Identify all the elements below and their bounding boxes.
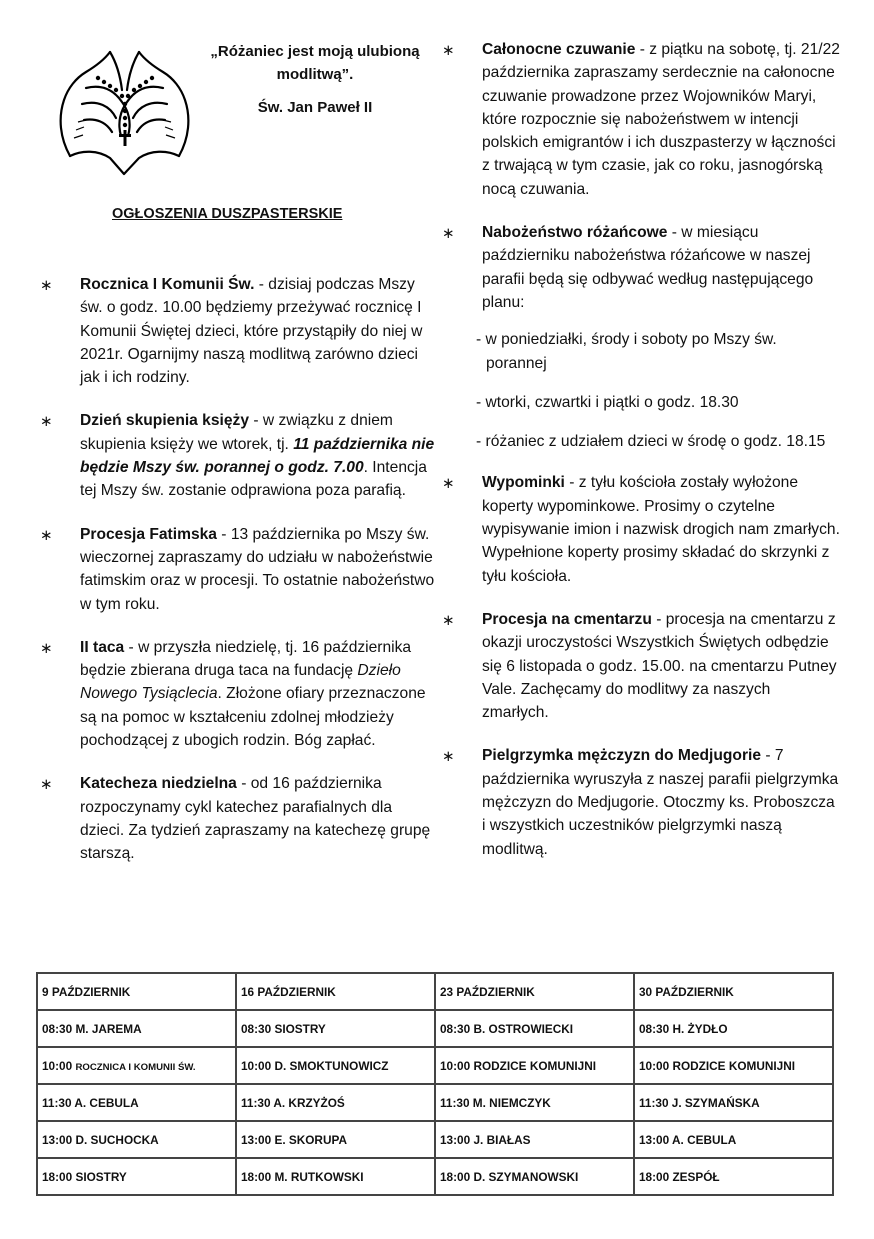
announcement-title: Całonocne czuwanie [482, 41, 636, 58]
table-header-cell: 16 PAŹDZIERNIK [236, 973, 435, 1010]
announcement-text: - dzisiaj podczas Mszy św. o godz. 10.00 będziemy przeżywać rocznicę I Komunii Świętej dzieci, które przystąpiły do niej w 2021r. Ogarnijmy naszą modlitwą zarówno dzieci jak i ich rodziny. [80, 276, 423, 387]
announcements-heading: OGŁOSZENIA DUSZPASTERSKIE [112, 206, 343, 222]
bullet-icon: ∗ [40, 413, 53, 431]
announcement-title: Nabożeństwo różańcowe [482, 224, 668, 242]
table-cell: 13:00 E. SKORUPA [236, 1121, 435, 1158]
table-cell: 11:30 J. SZYMAŃSKA [634, 1084, 833, 1121]
announcement-title: Dzień skupienia księży [80, 412, 250, 430]
table-cell: 10:00 RODZICE KOMUNIJNI [634, 1047, 833, 1084]
announcement-italic: Dzieło Nowego Tysiąclecia [80, 662, 401, 703]
table-cell: 08:30 B. OSTROWIECKI [435, 1010, 634, 1047]
table-cell: 10:00 D. SMOKTUNOWICZ [236, 1047, 435, 1084]
announcement-item [440, 221, 840, 314]
pope-quote [195, 40, 435, 119]
right-column [440, 38, 840, 879]
announcement-item [440, 471, 840, 587]
quote-author: Św. Jan Paweł II [257, 99, 373, 116]
announcement-title: Rocznica I Komunii Św. [80, 276, 255, 293]
announcement-text: - w miesiącu październiku nabożeństwa różańcowe w naszej parafii będą się odbywać według następującego planu: [482, 224, 814, 311]
announcement-text: - od 16 października rozpoczynamy cykl katechez parafialnych dla dzieci. Za tydzień zapraszamy na katechezę grupę starszą. [80, 775, 431, 863]
announcement-text: - procesja na cmentarzu z okazji uroczystości Wszystkich Świętych odbędzie się 6 listopada o godz. 15.00. na cmentarzu Putney Vale. Zachęcamy do modlitwy za naszych zmarłych. [482, 610, 837, 722]
announcement-item [38, 636, 436, 752]
table-header-row [37, 973, 833, 1010]
announcement-text: - w związku z dniem skupienia księży we wtorek, tj. [80, 412, 393, 453]
bullet-icon: ∗ [442, 475, 455, 493]
announcement-text: - 13 października po Mszy św. wieczornej zapraszamy do udziału w nabożeństwie fatimskim oraz w procesji. To ostatnie nabożeństwo w tym roku. [80, 525, 435, 613]
announcement-item [440, 608, 840, 724]
table-cell: 18:00 SIOSTRY [37, 1158, 236, 1195]
table-cell: 08:30 SIOSTRY [236, 1010, 435, 1047]
table-row [37, 1084, 833, 1121]
table-cell: 08:30 H. ŻYDŁO [634, 1010, 833, 1047]
table-cell: 13:00 A. CEBULA [634, 1121, 833, 1158]
table-cell: 11:30 M. NIEMCZYK [435, 1084, 634, 1121]
table-header-cell: 30 PAŹDZIERNIK [634, 973, 833, 1010]
bullet-icon: ∗ [40, 639, 53, 657]
table-cell: 10:00 RODZICE KOMUNIJNI [435, 1047, 634, 1084]
announcement-item [38, 273, 436, 389]
announcement-text: . Intencja tej Mszy św. zostanie odprawiona poza parafią. [80, 459, 427, 500]
announcement-emphasis: 11 października nie będzie Mszy św. porannej o godz. 7.00 [80, 435, 435, 477]
table-cell: 13:00 J. BIAŁAS [435, 1121, 634, 1158]
announcement-text: - z tyłu kościoła zostały wyłożone koperty wypominkowe. Prosimy o czytelne wypisywanie imion i nazwisk drogich nam zmarłych. Wypełnione koperty prosimy składać do skrzynki z tyłu kościoła. [482, 474, 840, 585]
table-cell [37, 1047, 236, 1084]
announcement-title: II taca [80, 638, 125, 656]
announcement-item [38, 523, 436, 616]
announcement-item [440, 38, 840, 201]
bullet-icon: ∗ [442, 225, 455, 243]
announcement-text: - 7 października wyruszyła z naszej parafii pielgrzymka mężczyzn do Medjugorie. Otoczmy ks. Proboszcza i wszystkich uczestników pielgrzymki naszą modlitwą. [482, 747, 839, 858]
announcement-title: Pielgrzymka mężczyzn do Medjugorie [482, 747, 762, 765]
announcement-item [38, 409, 436, 502]
praying-hands-rosary-illustration [52, 38, 197, 178]
rosary-plan-item: - w poniedziałki, środy i soboty po Mszy św. porannej [476, 331, 777, 372]
bullet-icon: ∗ [442, 748, 455, 766]
bullet-icon: ∗ [40, 776, 53, 794]
rosary-plan-item: - różaniec z udziałem dzieci w środę o godz. 18.15 [476, 433, 826, 451]
rosary-plan-item: - wtorki, czwartki i piątki o godz. 18.30 [476, 393, 739, 411]
table-cell: 18:00 ZESPÓŁ [634, 1158, 833, 1195]
announcement-text: . Złożone ofiary przeznaczone są na pomoc w kształceniu zdolnej młodzieży pochodzącej z ubogich rodzin. Bóg zapłać. [80, 685, 426, 750]
table-cell-time: 10:00 [42, 1058, 76, 1073]
table-cell: 11:30 A. CEBULA [37, 1084, 236, 1121]
bullet-icon: ∗ [40, 526, 53, 544]
announcement-title: Procesja na cmentarzu [482, 610, 652, 628]
announcement-item [38, 772, 436, 865]
table-header-cell: 9 PAŹDZIERNIK [37, 973, 236, 1010]
table-cell-small-text: ROCZNICA I KOMUNII ŚW. [75, 1061, 196, 1073]
table-row [37, 1158, 833, 1195]
table-cell: 08:30 M. JAREMA [37, 1010, 236, 1047]
table-cell: 18:00 M. RUTKOWSKI [236, 1158, 435, 1195]
table-header-cell: 23 PAŹDZIERNIK [435, 973, 634, 1010]
table-cell: 18:00 D. SZYMANOWSKI [435, 1158, 634, 1195]
mass-intentions-table [36, 972, 834, 1196]
announcement-text: - w przyszła niedzielę, tj. 16 października będzie zbierana druga taca na fundację [80, 638, 412, 680]
announcement-title: Procesja Fatimska [80, 525, 217, 543]
table-cell: 11:30 A. KRZYŻOŚ [236, 1084, 435, 1121]
bullet-icon: ∗ [442, 611, 455, 629]
table-row [37, 1121, 833, 1158]
table-row [37, 1047, 833, 1084]
table-cell: 13:00 D. SUCHOCKA [37, 1121, 236, 1158]
quote-text: „Różaniec jest moją ulubioną modlitwą”. [210, 43, 420, 83]
bullet-icon: ∗ [442, 42, 455, 59]
left-column [38, 273, 436, 884]
table-row [37, 1010, 833, 1047]
announcement-title: Wypominki [482, 474, 565, 492]
announcement-text: - z piątku na sobotę, tj. 21/22 października zapraszamy serdecznie na całonocne czuwanie prowadzone przez Wojowników Maryi, które rozpocznie się nabożeństwem w intencji polskich emigrantów i ich duszpasterzy w łączności z trwającą w tym czasie, jak co roku, jasnogórską nocą czuwania. [482, 41, 840, 198]
bullet-icon: ∗ [40, 277, 53, 294]
announcement-item [440, 744, 840, 860]
announcement-title: Katecheza niedzielna [80, 775, 237, 793]
